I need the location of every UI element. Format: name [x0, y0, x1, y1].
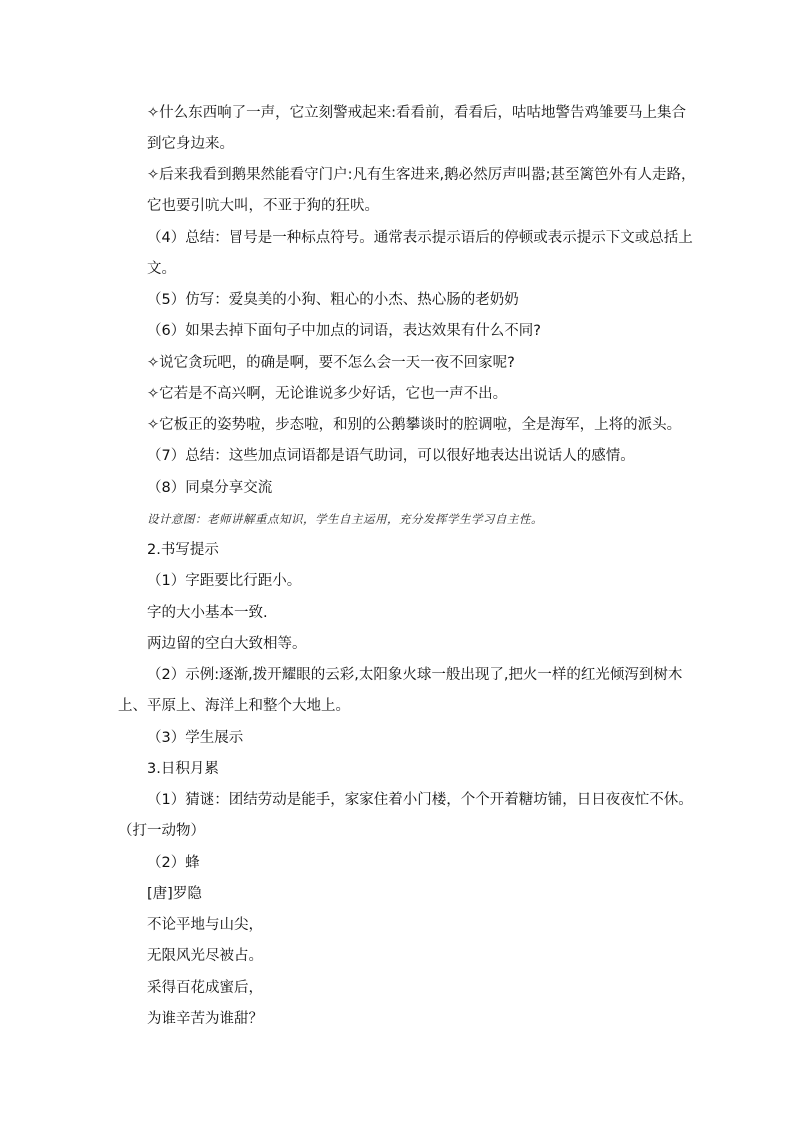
paragraph-line: 上、平原上、海洋上和整个大地上。 — [118, 698, 350, 714]
paragraph-line: （6）如果去掉下面句子中加点的词语，表达效果有什么不同? — [147, 323, 541, 339]
paragraph-line: ✧它若是不高兴啊，无论谁说多少好话，它也一声不出。 — [147, 386, 508, 402]
paragraph-line: （8）同桌分享交流 — [147, 480, 273, 496]
paragraph-line: 字的大小基本一致. — [147, 605, 268, 621]
paragraph-line: （4）总结：冒号是一种标点符号。通常表示提示语后的停顿或表示提示下文或总括上 — [147, 230, 693, 246]
paragraph-line: 它也要引吭大叫，不亚于狗的狂吠。 — [147, 198, 379, 214]
section-heading: 3.日积月累 — [147, 761, 219, 777]
paragraph-line: ✧什么东西响了一声，它立刻警戒起来:看看前，看看后，咕咕地警告鸡雏要马上集合 — [147, 105, 687, 121]
paragraph-line: 到它身边来。 — [147, 136, 234, 152]
paragraph-line: （1）猜谜：团结劳动是能手，家家住着小门楼，个个开着糖坊铺，日日夜夜忙不休。 — [147, 792, 693, 808]
paragraph-line: （1）字距要比行距小。 — [147, 573, 302, 589]
design-intent-note: 设计意图：老师讲解重点知识，学生自主运用，充分发挥学生学习自主性。 — [147, 512, 543, 526]
poem-line: 采得百花成蜜后， — [147, 980, 263, 996]
section-heading: 2.书写提示 — [147, 542, 219, 558]
paragraph-line: （7）总结：这些加点词语都是语气助词，可以很好地表达出说话人的感情。 — [147, 448, 635, 464]
paragraph-line: ✧它板正的姿势啦，步态啦，和别的公鹅攀谈时的腔调啦，全是海军，上将的派头。 — [147, 417, 682, 433]
paragraph-line: 文。 — [147, 261, 176, 277]
poem-line: 不论平地与山尖， — [147, 917, 263, 933]
paragraph-line: 两边留的空白大致相等。 — [147, 636, 307, 652]
poem-line: 无限风光尽被占。 — [147, 948, 263, 964]
poem-author: [唐]罗隐 — [147, 886, 202, 902]
paragraph-line: （5）仿写：爱臭美的小狗、粗心的小杰、热心肠的老奶奶 — [147, 292, 519, 308]
paragraph-line: ✧说它贪玩吧，的确是啊，要不怎么会一天一夜不回家呢? — [147, 355, 515, 371]
paragraph-line: （打一动物） — [118, 823, 205, 839]
paragraph-line: （2）示例:逐渐,拨开耀眼的云彩,太阳象火球一般出现了,把火一样的红光倾泻到树木 — [147, 667, 683, 683]
paragraph-line: （3）学生展示 — [147, 730, 244, 746]
paragraph-line: （2）蜂 — [147, 855, 200, 871]
paragraph-line: ✧后来我看到鹅果然能看守门户:凡有生客进来,鹅必然厉声叫嚣;甚至篱笆外有人走路， — [147, 167, 696, 183]
poem-line: 为谁辛苦为谁甜？ — [147, 1011, 263, 1027]
